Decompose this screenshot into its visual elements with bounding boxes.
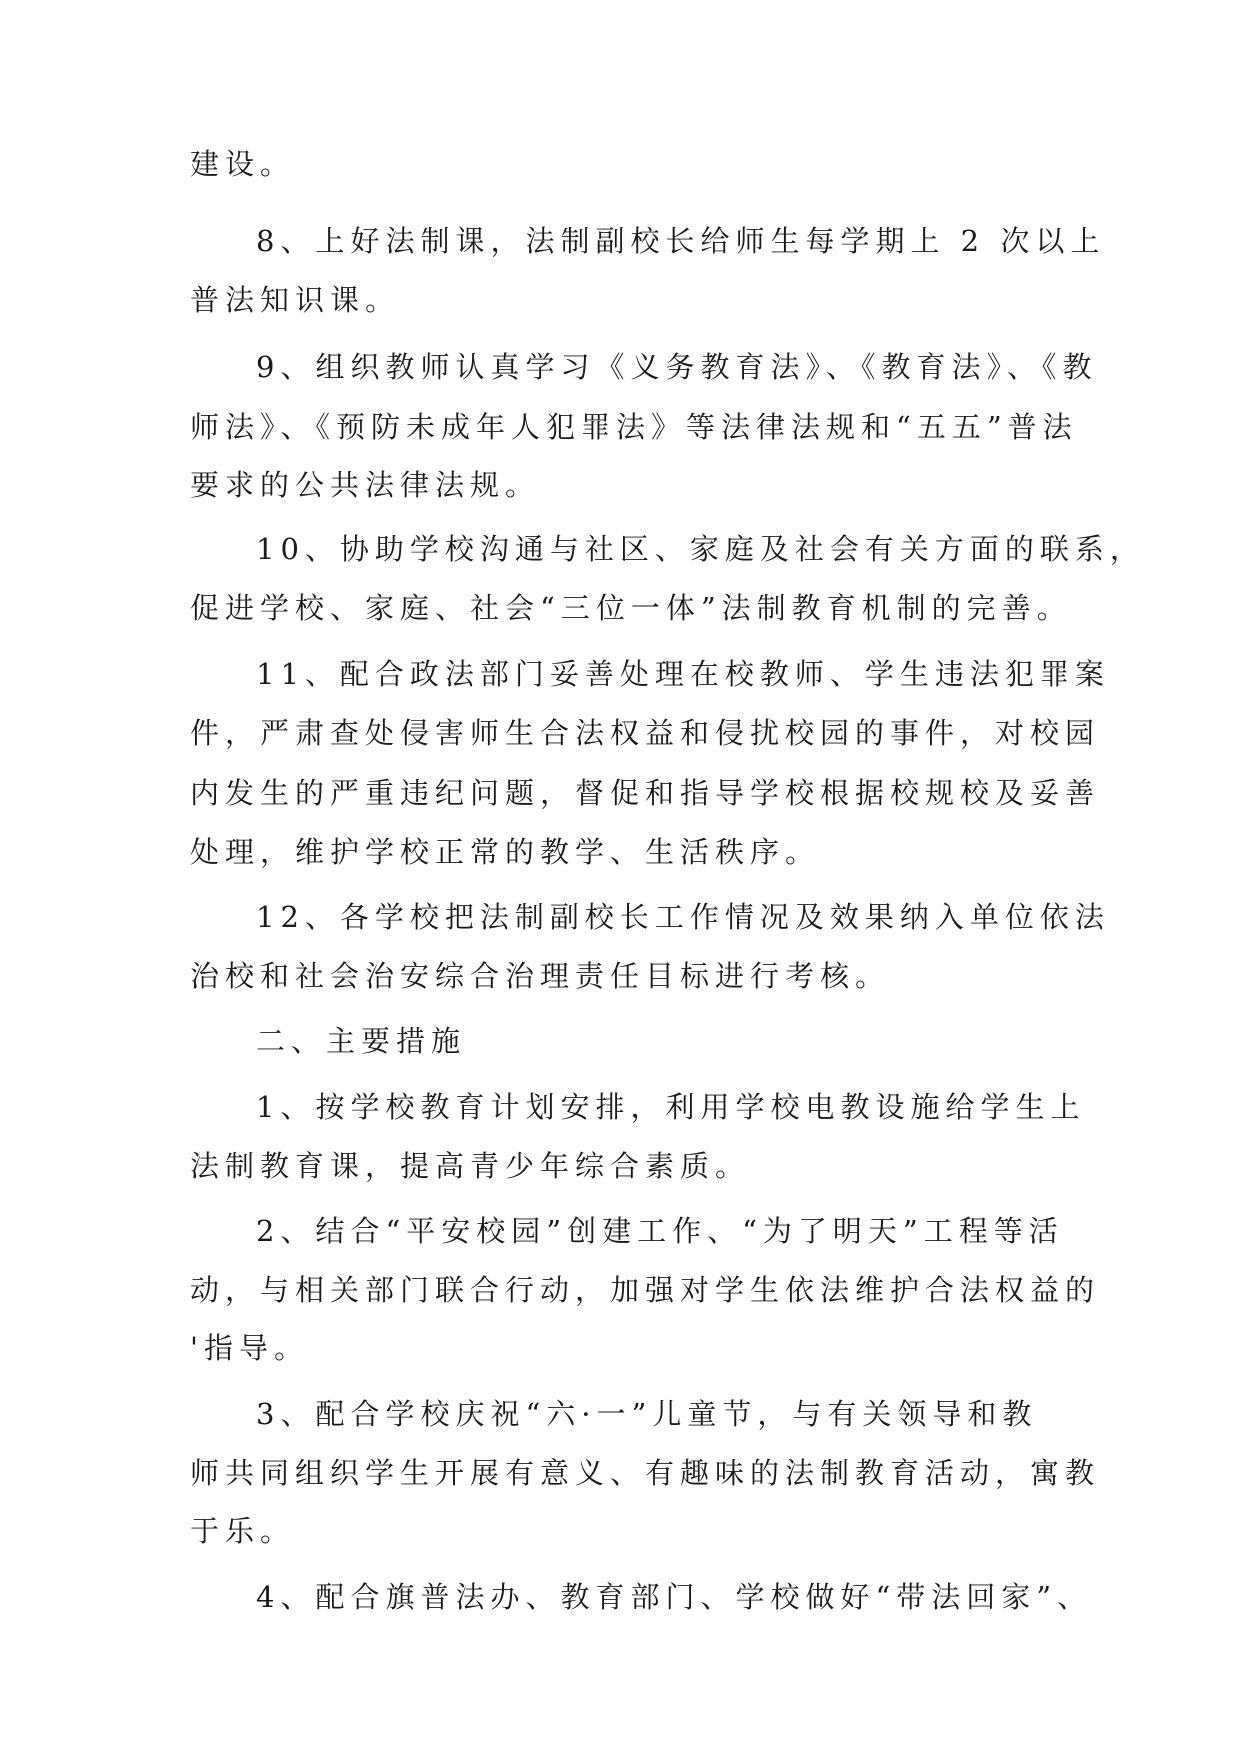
text-line-8: 促进学校、家庭、社会“三位一体”法制教育机制的完善。 (190, 591, 1072, 625)
text-line-14: 治校和社会治安综合治理责任目标进行考核。 (190, 959, 891, 993)
text-line-11: 内发生的严重违纪问题，督促和指导学校根据校规校及妥善 (190, 776, 1101, 810)
text-line-22: 师共同组织学生开展有意义、有趣味的法制教育活动，寓教 (190, 1456, 1101, 1490)
text-line-12: 处理，维护学校正常的教学、生活秩序。 (190, 835, 821, 869)
text-line-6: 要求的公共法律法规。 (190, 468, 541, 502)
section-heading: 二、主要措施 (256, 1024, 467, 1058)
text-line-9: 11、配合政法部门妥善处理在校教师、学生违法犯罪案 (256, 657, 1110, 691)
text-line-20: '指导。 (190, 1331, 309, 1365)
text-line-2: 8、上好法制课，法制副校长给师生每学期上 2 次以上 (256, 224, 1106, 258)
text-line-24: 4、配合旗普法办、教育部门、学校做好“带法回家”、 (256, 1580, 1093, 1614)
text-line-19: 动，与相关部门联合行动，加强对学生依法维护合法权益的 (190, 1273, 1101, 1307)
text-line-4: 9、组织教师认真学习《义务教育法》、《教育法》、《教 (256, 350, 1098, 384)
text-line-5: 师法》、《预防未成年人犯罪法》等法律法规和“五五”普法 (190, 410, 1078, 444)
text-line-17: 法制教育课，提高青少年综合素质。 (190, 1149, 751, 1183)
text-line-13: 12、各学校把法制副校长工作情况及效果纳入单位依法 (256, 900, 1110, 934)
text-line-21: 3、配合学校庆祝“六·一”儿童节，与有关领导和教 (256, 1397, 1038, 1431)
text-line-16: 1、按学校教育计划安排，利用学校电教设施给学生上 (256, 1090, 1086, 1124)
text-line-23: 于乐。 (190, 1514, 296, 1548)
text-line-18: 2、结合“平安校园”创建工作、“为了明天”工程等活 (256, 1214, 1064, 1248)
text-line-1: 建设。 (190, 147, 296, 181)
text-line-3: 普法知识课。 (190, 283, 401, 317)
text-line-7: 10、协助学校沟通与社区、家庭及社会有关方面的联系， (256, 532, 1145, 566)
text-line-10: 件，严肃查处侵害师生合法权益和侵扰校园的事件，对校园 (190, 716, 1101, 750)
